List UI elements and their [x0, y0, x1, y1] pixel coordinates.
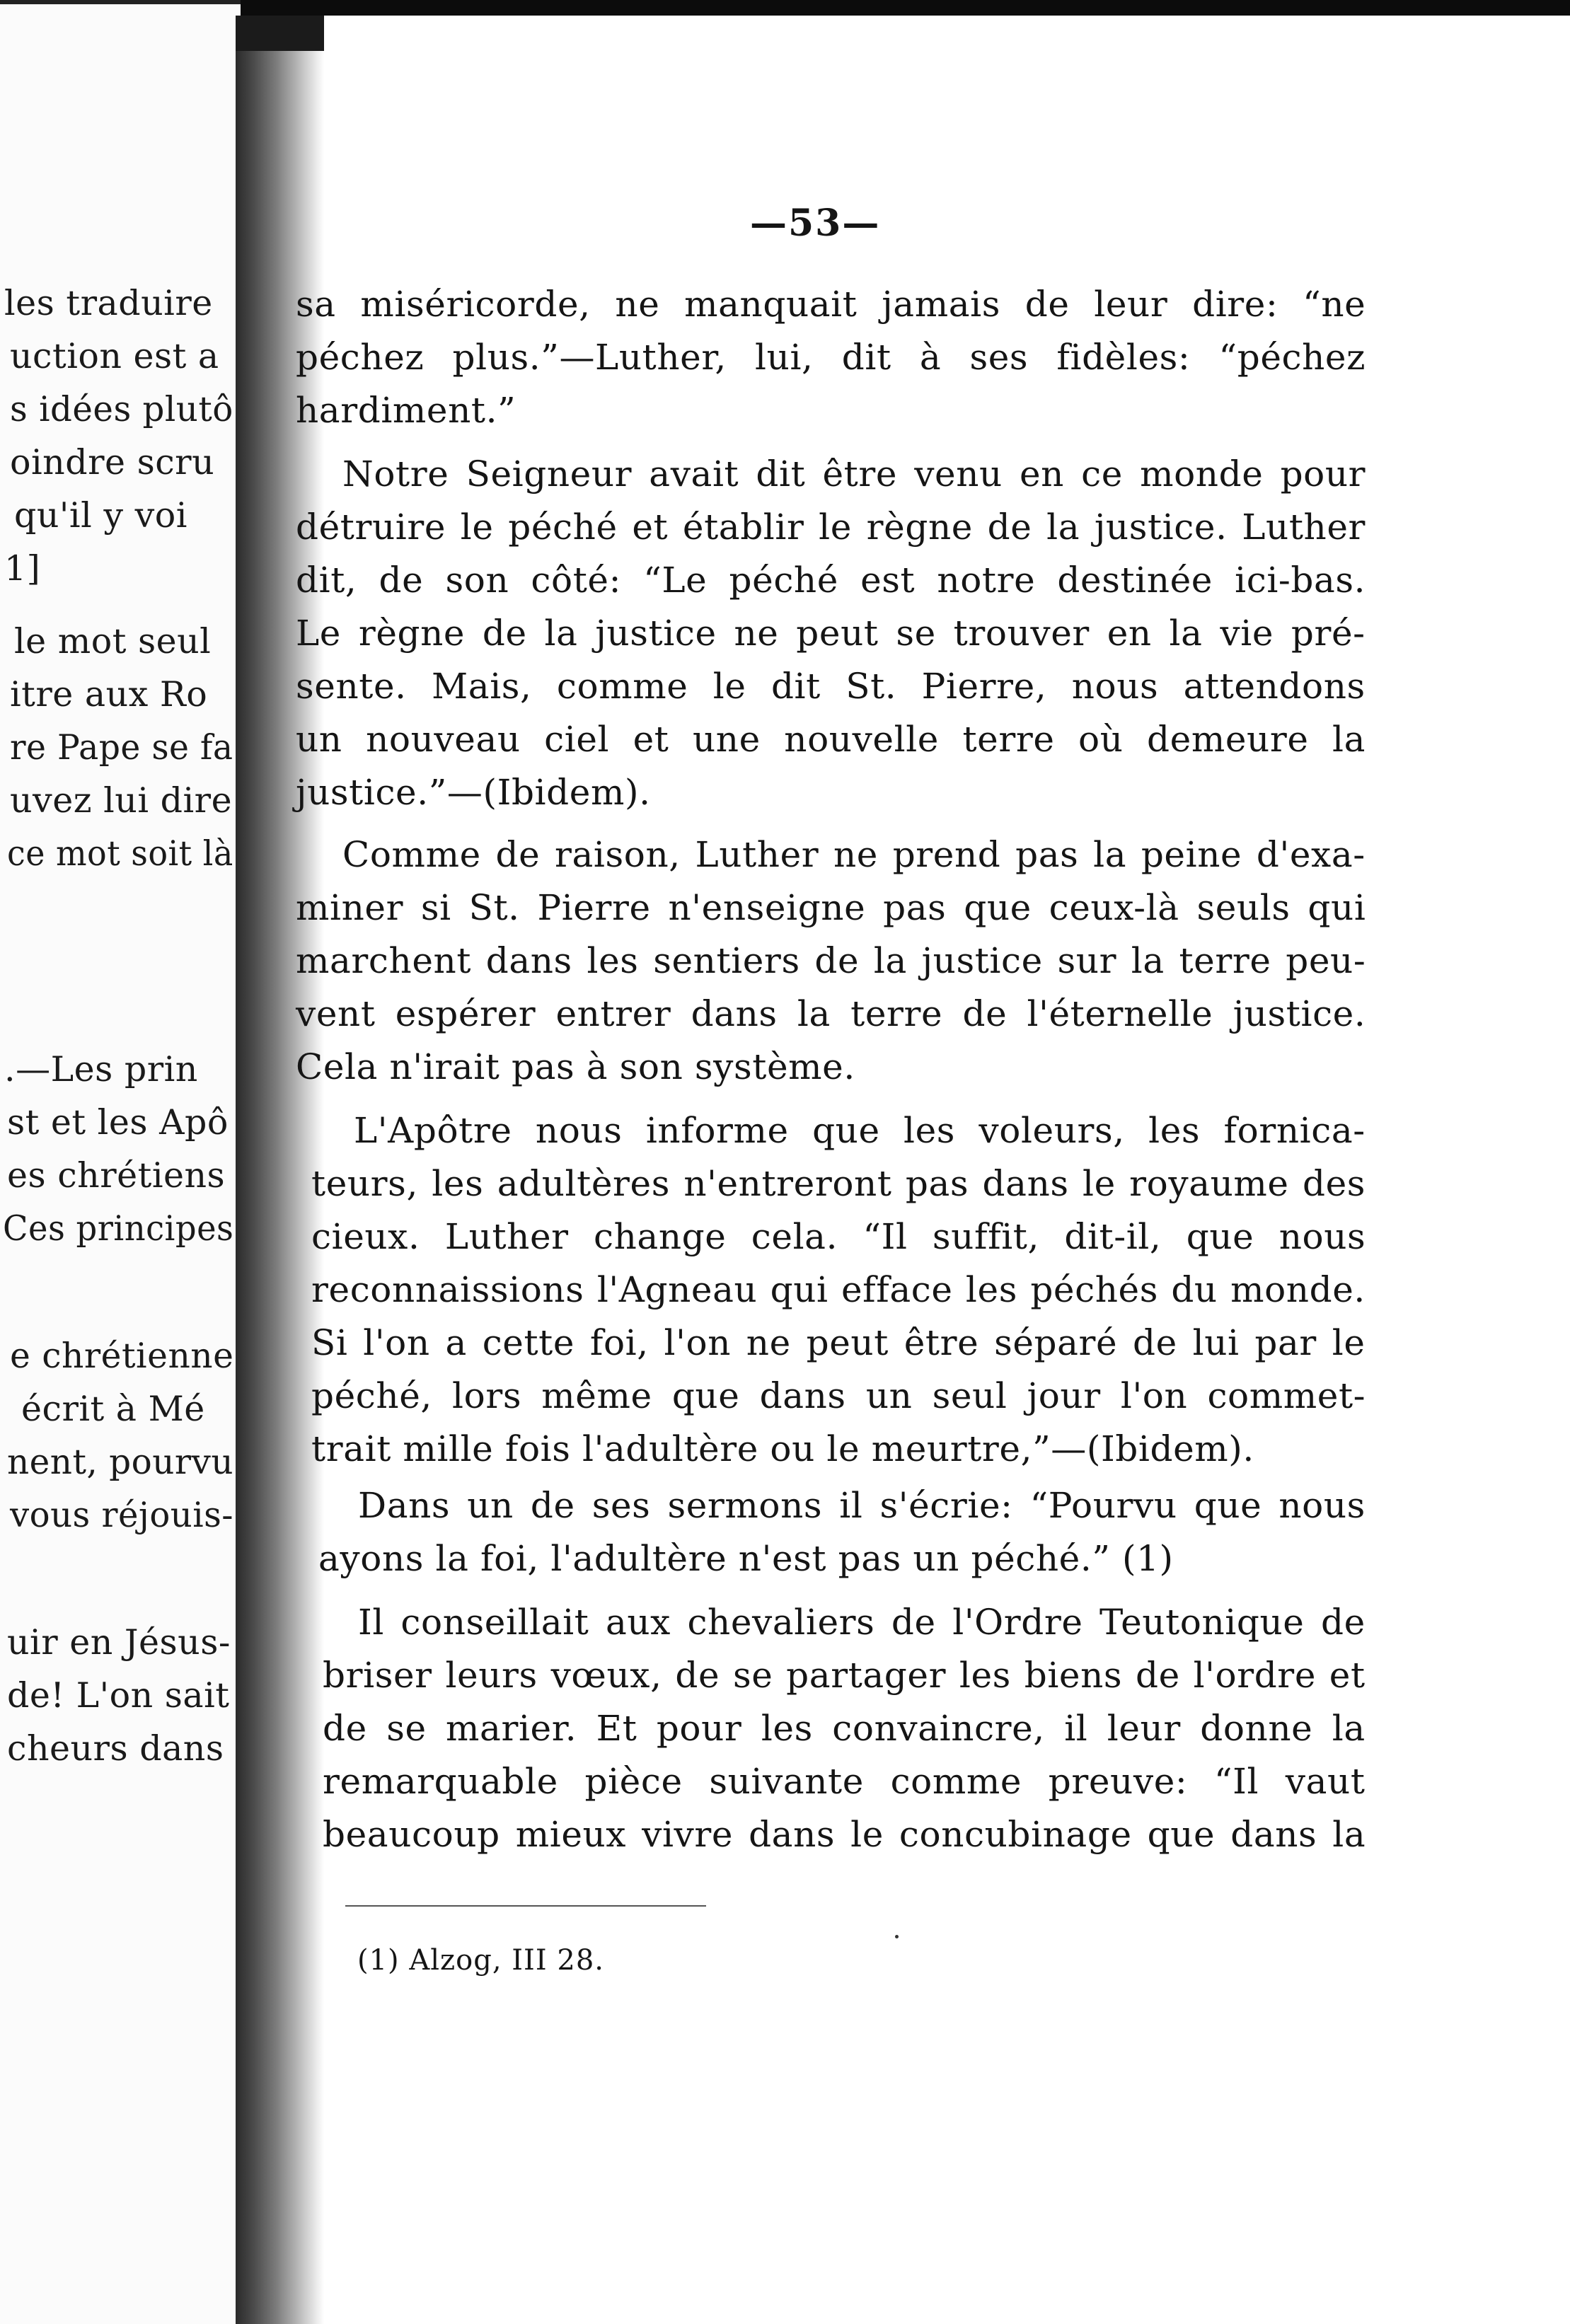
left-line: st et les Apô — [7, 1102, 229, 1143]
text-line: sa miséricorde, ne manquait jamais de leur dire: “ne — [296, 284, 1366, 325]
left-line: les traduire — [4, 283, 213, 323]
text-line: briser leurs vœux, de se partager les biens de l'ordre et — [323, 1655, 1366, 1696]
left-line: nent, pourvu — [7, 1442, 234, 1482]
text-line: dit, de son côté: “Le péché est notre destinée ici-bas. — [296, 560, 1366, 601]
text-line: cieux. Luther change cela. “Il suffit, dit-il, que nous — [311, 1216, 1366, 1257]
text-line: de se marier. Et pour les convaincre, il leur donne la — [323, 1708, 1366, 1749]
left-line: uvez lui dire — [10, 780, 233, 821]
left-line: .—Les prin — [4, 1049, 198, 1089]
left-line: écrit à Mé — [21, 1389, 205, 1429]
left-line: qu'il y voi — [14, 495, 187, 536]
left-line: es chrétiens — [7, 1155, 226, 1196]
page-number: —53— — [750, 202, 881, 245]
text-line: marchent dans les sentiers de la justice sur la terre peu- — [296, 940, 1366, 981]
footnote-rule — [345, 1905, 706, 1907]
text-line: Le règne de la justice ne peut se trouver en la vie pré- — [296, 613, 1366, 654]
left-line: vous réjouis- — [10, 1495, 234, 1535]
text-line: Si l'on a cette foi, l'on ne peut être séparé de lui par le — [311, 1322, 1366, 1363]
text-line: Il conseillait aux chevaliers de l'Ordre Teutonique de — [358, 1602, 1366, 1643]
text-line: L'Apôtre nous informe que les voleurs, les fornica- — [354, 1110, 1366, 1151]
text-line: ayons la foi, l'adultère n'est pas un péché.” (1) — [318, 1538, 1174, 1579]
left-line: re Pape se fa — [10, 727, 233, 768]
text-line: sente. Mais, comme le dit St. Pierre, nous attendons — [296, 666, 1366, 707]
left-line: uction est a — [10, 336, 219, 376]
left-line: de! L'on sait — [7, 1675, 230, 1716]
text-line: justice.”—(Ibidem). — [296, 772, 651, 813]
gutter-dark-top — [236, 16, 324, 51]
left-line: uir en Jésus- — [7, 1622, 231, 1663]
left-line: Ces principes — [3, 1208, 234, 1249]
text-line: miner si St. Pierre n'enseigne pas que ceux-là seuls qui — [296, 887, 1366, 928]
left-line: 1] — [4, 548, 41, 589]
print-speck — [895, 1935, 899, 1938]
text-line: péché, lors même que dans un seul jour l'on commet- — [311, 1375, 1366, 1416]
left-page — [0, 0, 241, 2324]
text-line: hardiment.” — [296, 390, 516, 431]
text-line: Comme de raison, Luther ne prend pas la peine d'exa- — [342, 834, 1366, 875]
text-line: beaucoup mieux vivre dans le concubinage que dans la — [323, 1814, 1366, 1855]
top-edge-left — [0, 0, 241, 4]
text-line: vent espérer entrer dans la terre de l'éternelle justice. — [296, 993, 1366, 1034]
text-line: péchez plus.”—Luther, lui, dit à ses fidèles: “péchez — [296, 337, 1366, 378]
left-line: itre aux Ro — [10, 674, 208, 715]
left-line: s idées plutô — [10, 389, 233, 429]
text-line: un nouveau ciel et une nouvelle terre où demeure la — [296, 719, 1366, 760]
text-line: détruire le péché et établir le règne de la justice. Luther — [296, 507, 1366, 548]
text-line: trait mille fois l'adultère ou le meurtre,”—(Ibidem). — [311, 1428, 1254, 1469]
left-line: ce mot soit là — [7, 833, 233, 874]
text-line: Notre Seigneur avait dit être venu en ce monde pour — [342, 453, 1366, 495]
left-line: e chrétienne — [10, 1336, 234, 1376]
text-line: Dans un de ses sermons il s'écrie: “Pourvu que nous — [358, 1485, 1366, 1526]
text-line: teurs, les adultères n'entreront pas dans le royaume des — [311, 1163, 1366, 1204]
left-line: le mot seul — [14, 621, 212, 661]
footnote: (1) Alzog, III 28. — [357, 1944, 604, 1977]
left-line: oindre scru — [10, 442, 215, 482]
text-line: reconnaissions l'Agneau qui efface les péchés du monde. — [311, 1269, 1366, 1310]
text-line: remarquable pièce suivante comme preuve: “Il vaut — [323, 1761, 1366, 1802]
text-line: Cela n'irait pas à son système. — [296, 1046, 855, 1087]
top-edge — [241, 0, 1570, 16]
left-line: cheurs dans — [7, 1728, 224, 1769]
